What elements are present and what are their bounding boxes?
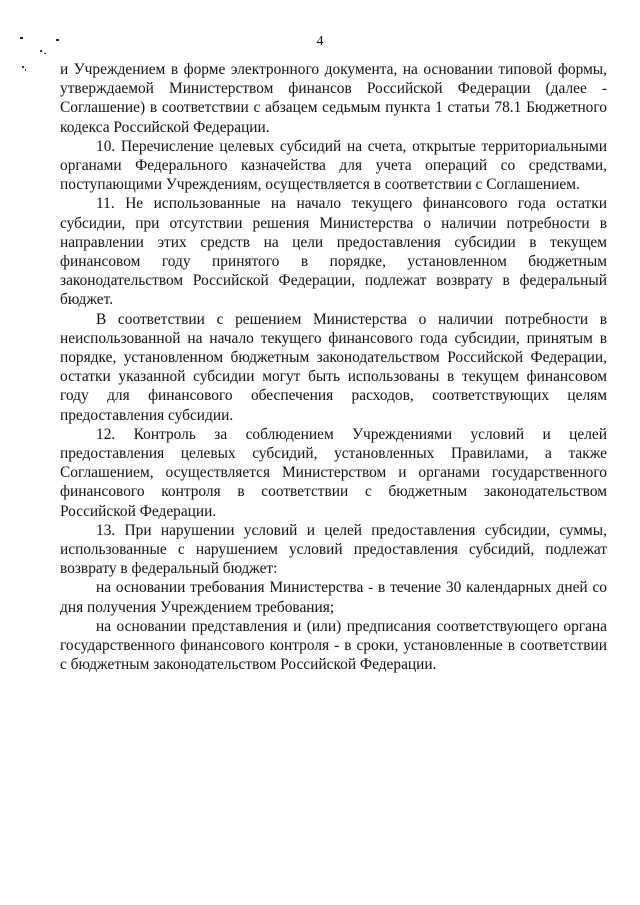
paragraph-13: 13. При нарушении условий и целей предоставления субсидии, суммы, использованные с нарушением условий предоставления субсидий, подлежат возврату в федеральный бюджет: [60,521,607,578]
paragraph-13-ministry-requirement: на основании требования Министерства - в течение 30 календарных дней со дня получения Учреждением требования; [60,579,607,616]
paragraph-12: 12. Контроль за соблюдением Учреждениями условий и целей предоставления целевых субсидий, установленных Правилами, а также Соглашением, осуществляется Министерством и органами государственного финансового контроля в соответствии с бюджетным законодательством Российской Федерации. [60,425,607,520]
paragraph-13-control-body: на основании представления и (или) предписания соответствующего органа государственного финансового контроля - в сроки, установленные в соответствии с бюджетным законодательством Российской Федерации. [60,617,607,674]
document-body [60,60,607,675]
paragraph-11: 11. Не использованные на начало текущего финансового года остатки субсидии, при отсутствии решения Министерства о наличии потребности в направлении этих средств на цели предоставления субсидии в текущем финансовом году принятого в порядке, установленном бюджетным законодательством Российской Федерации, подлежат возврату в федеральный бюджет. [60,195,607,309]
paragraph-10: 10. Перечисление целевых субсидий на счета, открытые территориальными органами Федерального казначейства для учета операций со средствами, поступающими Учреждениям, осуществляется в соответствии с Соглашением. [60,137,607,194]
page-number: 4 [316,34,324,49]
paragraph-continuation: и Учреждением в форме электронного документа, на основании типовой формы, утверждаемой Министерством финансов Российской Федерации (далее - Соглашение) в соответствии с абзацем седьмым пункта 1 статьи 78.1 Бюджетного кодекса Российской Федерации. [60,61,607,136]
paragraph-11-decision: В соответствии с решением Министерства о наличии потребности в неиспользованной на начало текущего финансового года субсидии, принятым в порядке, установленном бюджетным законодательством Российской Федерации, остатки указанной субсидии могут быть использованы в текущем финансовом году для финансового обеспечения расходов, соответствующих целям предоставления субсидии. [60,310,607,424]
